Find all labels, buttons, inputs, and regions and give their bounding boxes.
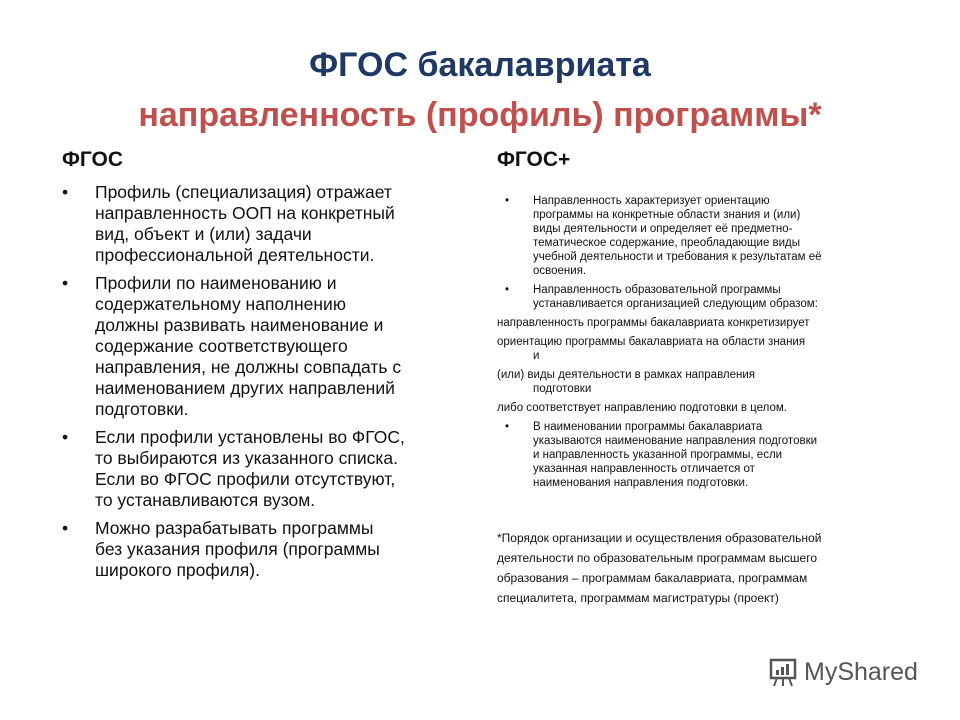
logo-text: MyShared bbox=[804, 657, 918, 686]
bullet-marker: • bbox=[62, 518, 69, 538]
right-column bbox=[497, 194, 917, 608]
text-line: *Порядок организации и осуществления образовательной bbox=[497, 531, 822, 545]
text-line: должны развивать наименование и bbox=[95, 315, 384, 335]
text-line: В наименовании программы бакалавриата bbox=[533, 421, 763, 433]
text-line: деятельности по образовательным программам высшего bbox=[497, 551, 817, 565]
title-line1: ФГОС бакалавриата bbox=[309, 46, 651, 84]
text-line: направления, не должны совпадать с bbox=[95, 357, 402, 377]
paragraph-2: ориентацию программы бакалавриата на области знания и bbox=[497, 336, 806, 362]
text-line: содержание соответствующего bbox=[95, 336, 348, 356]
left-column bbox=[62, 182, 472, 588]
text-line: устанавливается организацией следующим образом: bbox=[533, 298, 818, 310]
presentation-board-icon bbox=[768, 656, 798, 688]
text-line: содержательному наполнению bbox=[95, 294, 346, 314]
paragraph-1: направленность программы бакалавриата конкретизирует bbox=[497, 317, 810, 329]
text-line: широкого профиля). bbox=[95, 560, 260, 580]
text-line: Профили по наименованию и bbox=[95, 273, 337, 293]
text-line: указываются наименование направления подготовки bbox=[533, 435, 818, 447]
bullet-marker: • bbox=[62, 427, 69, 447]
right-bullet-3: • В наименовании программы бакалавриата указываются наименование направления подготовки и направленность указанной программы, если указанная направленность отличается от наименования направления подготовки. bbox=[497, 420, 917, 490]
text-line: Если во ФГОС профили отсутствуют, bbox=[95, 469, 396, 489]
bullet-marker: • bbox=[62, 182, 69, 202]
text-line: вид, объект и (или) задачи bbox=[95, 224, 312, 244]
left-bullet-3 bbox=[62, 427, 472, 511]
title-line2: направленность (профиль) программы* bbox=[138, 96, 822, 134]
left-heading: ФГОС bbox=[62, 148, 124, 171]
myshared-logo bbox=[768, 656, 918, 688]
paragraph-3: (или) виды деятельности в рамках направления подготовки bbox=[497, 369, 756, 395]
text-line: указанная направленность отличается от bbox=[533, 463, 755, 475]
text-line: без указания профиля (программы bbox=[95, 539, 380, 559]
text-line: Направленность образовательной программы bbox=[533, 284, 781, 296]
text-line: Если профили установлены во ФГОС, bbox=[95, 427, 405, 447]
text-line: профессиональной деятельности. bbox=[95, 245, 375, 265]
text-line: то устанавливаются вузом. bbox=[95, 490, 316, 510]
text-line: Направленность характеризует ориентацию bbox=[533, 195, 770, 207]
text-line: образования – программам бакалавриата, программам bbox=[497, 571, 808, 585]
text-line: специалитета, программам магистратуры (проект) bbox=[497, 591, 779, 605]
left-bullet-1 bbox=[62, 182, 472, 266]
paragraph-4: либо соответствует направлению подготовки в целом. bbox=[497, 402, 787, 414]
right-bullet-1: • Направленность характеризует ориентацию программы на конкретные области знания и (или) виды деятельности и определяет её предметно- тематическое содержание, преобладающие виды учебной деятельности и требования к результатам её освоения. bbox=[497, 194, 917, 278]
right-heading: ФГОС+ bbox=[497, 148, 571, 171]
text-line: наименования направления подготовки. bbox=[533, 477, 749, 489]
text-line: Можно разрабатывать программы bbox=[95, 518, 374, 538]
text-line: виды деятельности и определяет её предметно- bbox=[533, 223, 793, 235]
text-line: освоения. bbox=[533, 265, 587, 277]
text-line: учебной деятельности и требования к результатам её bbox=[533, 251, 822, 263]
text-line: программы на конкретные области знания и (или) bbox=[533, 209, 801, 221]
text-line: Профиль (специализация) отражает bbox=[95, 182, 392, 202]
right-bullet-2: • Направленность образовательной программы устанавливается организацией следующим образом: bbox=[497, 283, 917, 311]
text-line: наименованием других направлений bbox=[95, 378, 395, 398]
text-line: подготовки. bbox=[95, 399, 189, 419]
text-line: то выбираются из указанного списка. bbox=[95, 448, 398, 468]
bullet-marker: • bbox=[62, 273, 69, 293]
footnote bbox=[497, 528, 917, 608]
text-line: тематическое содержание, преобладающие виды bbox=[533, 237, 801, 249]
text-line: направленность ООП на конкретный bbox=[95, 203, 395, 223]
left-bullet-2 bbox=[62, 273, 472, 420]
text-line: и направленность указанной программы, если bbox=[533, 449, 783, 461]
left-bullet-4 bbox=[62, 518, 472, 581]
